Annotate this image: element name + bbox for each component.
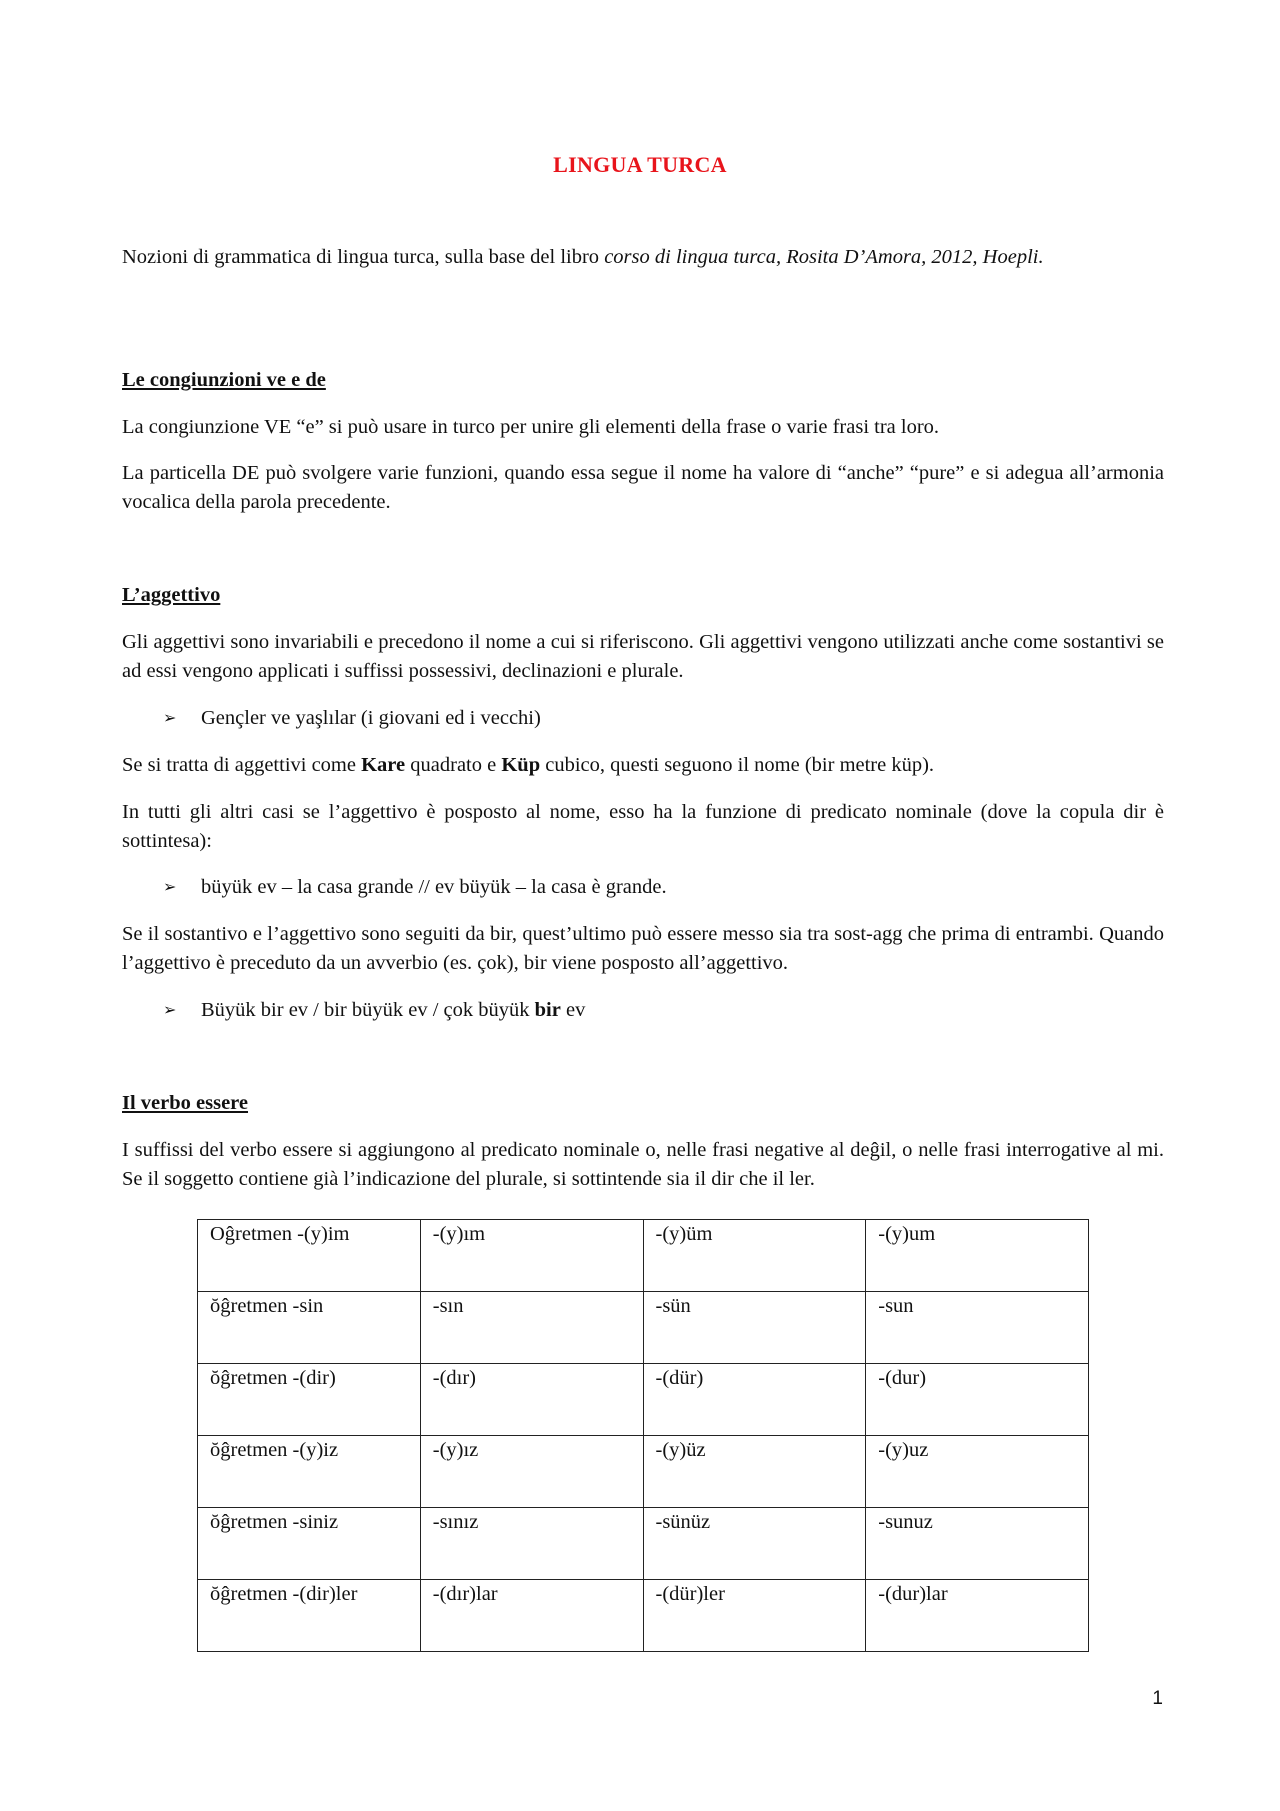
- paragraph-kare-kup: Se si tratta di aggettivi come Kare quadrato e Küp cubico, questi seguono il nome (bir metre küp).: [122, 754, 935, 776]
- table-row: [198, 1580, 1089, 1652]
- table-row: [198, 1220, 1089, 1292]
- table-cell: ŏĝretmen -(y)iz: [198, 1436, 421, 1508]
- bold-term: Kare: [361, 754, 406, 776]
- bullet-text: Büyük bir ev / bir büyük ev / çok büyük bir ev: [201, 999, 586, 1021]
- book-reference: corso di lingua turca, Rosita D’Amora, 2012, Hoepli.: [604, 246, 1044, 268]
- table-row: [198, 1508, 1089, 1580]
- paragraph-predicato-nominale: [122, 798, 1164, 856]
- paragraph-text: La congiunzione VE “e” si può usare in turco per unire gli elementi della frase o varie frasi tra loro.: [122, 416, 940, 438]
- bold-term: bir: [534, 999, 561, 1021]
- table-cell: -(y)üz: [643, 1436, 866, 1508]
- table-row: [198, 1292, 1089, 1364]
- paragraph-text: La particella DE può svolgere varie funzioni, quando essa segue il nome ha valore di “anche” “pure” e si adegua all’armonia vocalica della parola precedente.: [122, 462, 1164, 513]
- paragraph-particella-de: [122, 459, 1164, 517]
- table-cell: ŏĝretmen -(dir)ler: [198, 1580, 421, 1652]
- table-cell: ŏĝretmen -siniz: [198, 1508, 421, 1580]
- arrow-bullet-icon: ➢: [163, 1002, 177, 1019]
- paragraph-aggettivi-invariabili: [122, 628, 1164, 686]
- arrow-bullet-icon: ➢: [163, 710, 177, 727]
- table-cell: Oĝretmen -(y)im: [198, 1220, 421, 1292]
- table-cell: -(y)üm: [643, 1220, 866, 1292]
- table-cell: -sunuz: [866, 1508, 1089, 1580]
- bullet-item: [163, 873, 667, 902]
- table-cell: ŏĝretmen -(dir): [198, 1364, 421, 1436]
- paragraph-text: In tutti gli altri casi se l’aggettivo è posposto al nome, esso ha la funzione di predicato nominale (dove la copula dir è sottintesa):: [122, 801, 1164, 852]
- bold-term: Küp: [501, 754, 541, 776]
- table-cell: -(dür)ler: [643, 1580, 866, 1652]
- paragraph-bir: [122, 920, 1164, 978]
- table-cell: -(dür): [643, 1364, 866, 1436]
- bullet-text: Gençler ve yaşlılar (i giovani ed i vecchi): [201, 707, 541, 729]
- intro-paragraph: [122, 243, 1164, 272]
- table-cell: -(y)ım: [420, 1220, 643, 1292]
- paragraph-suffissi: [122, 1136, 1164, 1194]
- intro-text: Nozioni di grammatica di lingua turca, sulla base del libro: [122, 246, 605, 268]
- table-cell: -sünüz: [643, 1508, 866, 1580]
- suffix-table: [197, 1219, 1089, 1652]
- paragraph-text: Se il sostantivo e l’aggettivo sono seguiti da bir, quest’ultimo può essere messo sia tra sost-agg che prima di entrambi. Quando l’aggettivo è preceduto da un avverbio (es. çok), bir viene posposto all’aggettivo.: [122, 923, 1164, 974]
- section-heading-congiunzioni: Le congiunzioni ve e de: [122, 369, 326, 391]
- table-cell: -(dur): [866, 1364, 1089, 1436]
- table-cell: ŏĝretmen -sin: [198, 1292, 421, 1364]
- page-number: 1: [1152, 1688, 1163, 1709]
- table-row: [198, 1364, 1089, 1436]
- paragraph-text: I suffissi del verbo essere si aggiungono al predicato nominale o, nelle frasi negative al deĝil, o nelle frasi interrogative al mi. Se il soggetto contiene già l’indicazione del plurale, si sottintende sia il dir che il ler.: [122, 1139, 1164, 1190]
- table-cell: -(y)uz: [866, 1436, 1089, 1508]
- table-cell: -(dur)lar: [866, 1580, 1089, 1652]
- section-heading-aggettivo: L’aggettivo: [122, 584, 221, 606]
- table-cell: -(dır): [420, 1364, 643, 1436]
- bullet-text: büyük ev – la casa grande // ev büyük – la casa è grande.: [201, 876, 667, 898]
- table-cell: -sün: [643, 1292, 866, 1364]
- table-cell: -sınız: [420, 1508, 643, 1580]
- table-cell: -(y)um: [866, 1220, 1089, 1292]
- table-cell: -sın: [420, 1292, 643, 1364]
- bullet-item: [163, 704, 541, 733]
- bullet-item: [163, 996, 585, 1025]
- section-heading-verbo-essere: Il verbo essere: [122, 1092, 249, 1114]
- table-cell: -sun: [866, 1292, 1089, 1364]
- paragraph-congiunzione-ve: [122, 413, 1164, 442]
- paragraph-text: Gli aggettivi sono invariabili e precedono il nome a cui si riferiscono. Gli aggettivi vengono utilizzati anche come sostantivi se ad essi vengono applicati i suffissi possessivi, declinazioni e plurale.: [122, 631, 1164, 682]
- table-cell: -(y)ız: [420, 1436, 643, 1508]
- arrow-bullet-icon: ➢: [163, 879, 177, 896]
- table-row: [198, 1436, 1089, 1508]
- page-title: LINGUA TURCA: [553, 152, 727, 177]
- table-cell: -(dır)lar: [420, 1580, 643, 1652]
